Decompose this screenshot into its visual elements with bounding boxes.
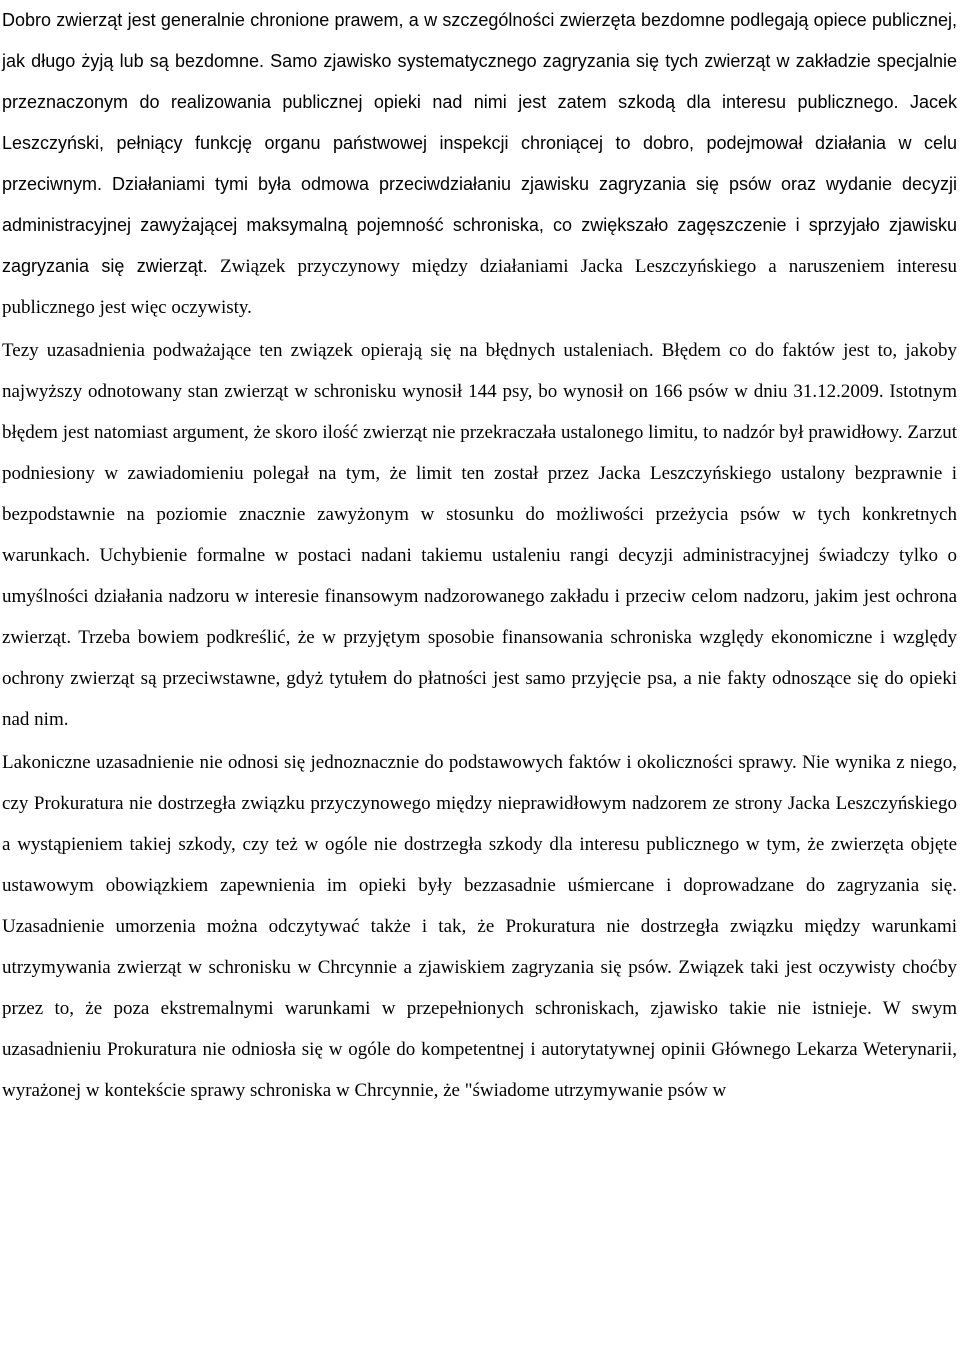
paragraph-1-text-serif: Związek przyczynowy między działaniami Jacka Leszczyńskiego a naruszeniem interesu publicznego jest więc oczywisty.	[2, 256, 957, 318]
paragraph-3	[2, 742, 957, 1111]
paragraph-2	[2, 330, 957, 740]
paragraph-1	[2, 0, 957, 328]
paragraph-2-text: Tezy uzasadnienia podważające ten związek opierają się na błędnych ustaleniach. Błędem co do faktów jest to, jakoby najwyższy odnotowany stan zwierząt w schronisku wynosił 144 psy, bo wynosił on 166 psów w dniu 31.12.2009. Istotnym błędem jest natomiast argument, że skoro ilość zwierząt nie przekraczała ustalonego limitu, to nadzór był prawidłowy. Zarzut podniesiony w zawiadomieniu polegał na tym, że limit ten został przez Jacka Leszczyńskiego ustalony bezprawnie i bezpodstawnie na poziomie znacznie zawyżonym w stosunku do możliwości przeżycia psów w tych konkretnych warunkach. Uchybienie formalne w postaci nadani takiemu ustaleniu rangi decyzji administracyjnej świadczy tylko o umyślności działania nadzoru w interesie finansowym nadzorowanego zakładu i przeciw celom nadzoru, jakim jest ochrona zwierząt. Trzeba bowiem podkreślić, że w przyjętym sposobie finansowania schroniska względy ekonomiczne i względy ochrony zwierząt są przeciwstawne, gdyż tytułem do płatności jest samo przyjęcie psa, a nie fakty odnoszące się do opieki nad nim.	[2, 340, 957, 730]
paragraph-1-text-sans: Dobro zwierząt jest generalnie chronione prawem, a w szczególności zwierzęta bezdomne podlegają opiece publicznej, jak długo żyją lub są bezdomne. Samo zjawisko systematycznego zagryzania się tych zwierząt w zakładzie specjalnie przeznaczonym do realizowania publicznej opieki nad nimi jest zatem szkodą dla interesu publicznego. Jacek Leszczyński, pełniący funkcję organu państwowej inspekcji chroniącej to dobro, podejmował działania w celu przeciwnym. Działaniami tymi była odmowa przeciwdziałaniu zjawisku zagryzania się psów oraz wydanie decyzji administracyjnej zawyżającej maksymalną pojemność schroniska, co zwiększało zagęszczenie i sprzyjało zjawisku zagryzania się zwierząt.	[2, 10, 957, 276]
paragraph-3-text: Lakoniczne uzasadnienie nie odnosi się jednoznacznie do podstawowych faktów i okoliczności sprawy. Nie wynika z niego, czy Prokuratura nie dostrzegła związku przyczynowego między nieprawidłowym nadzorem ze strony Jacka Leszczyńskiego a wystąpieniem takiej szkody, czy też w ogóle nie dostrzegła szkody dla interesu publicznego w tym, że zwierzęta objęte ustawowym obowiązkiem zapewnienia im opieki były bezzasadnie uśmiercane i doprowadzane do zagryzania się. Uzasadnienie umorzenia można odczytywać także i tak, że Prokuratura nie dostrzegła związku między warunkami utrzymywania zwierząt w schronisku w Chrcynnie a zjawiskiem zagryzania się psów. Związek taki jest oczywisty choćby przez to, że poza ekstremalnymi warunkami w przepełnionych schroniskach, zjawisko takie nie istnieje. W swym uzasadnieniu Prokuratura nie odniosła się w ogóle do kompetentnej i autorytatywnej opinii Głównego Lekarza Weterynarii, wyrażonej w kontekście sprawy schroniska w Chrcynnie, że "świadome utrzymywanie psów w	[2, 752, 957, 1101]
